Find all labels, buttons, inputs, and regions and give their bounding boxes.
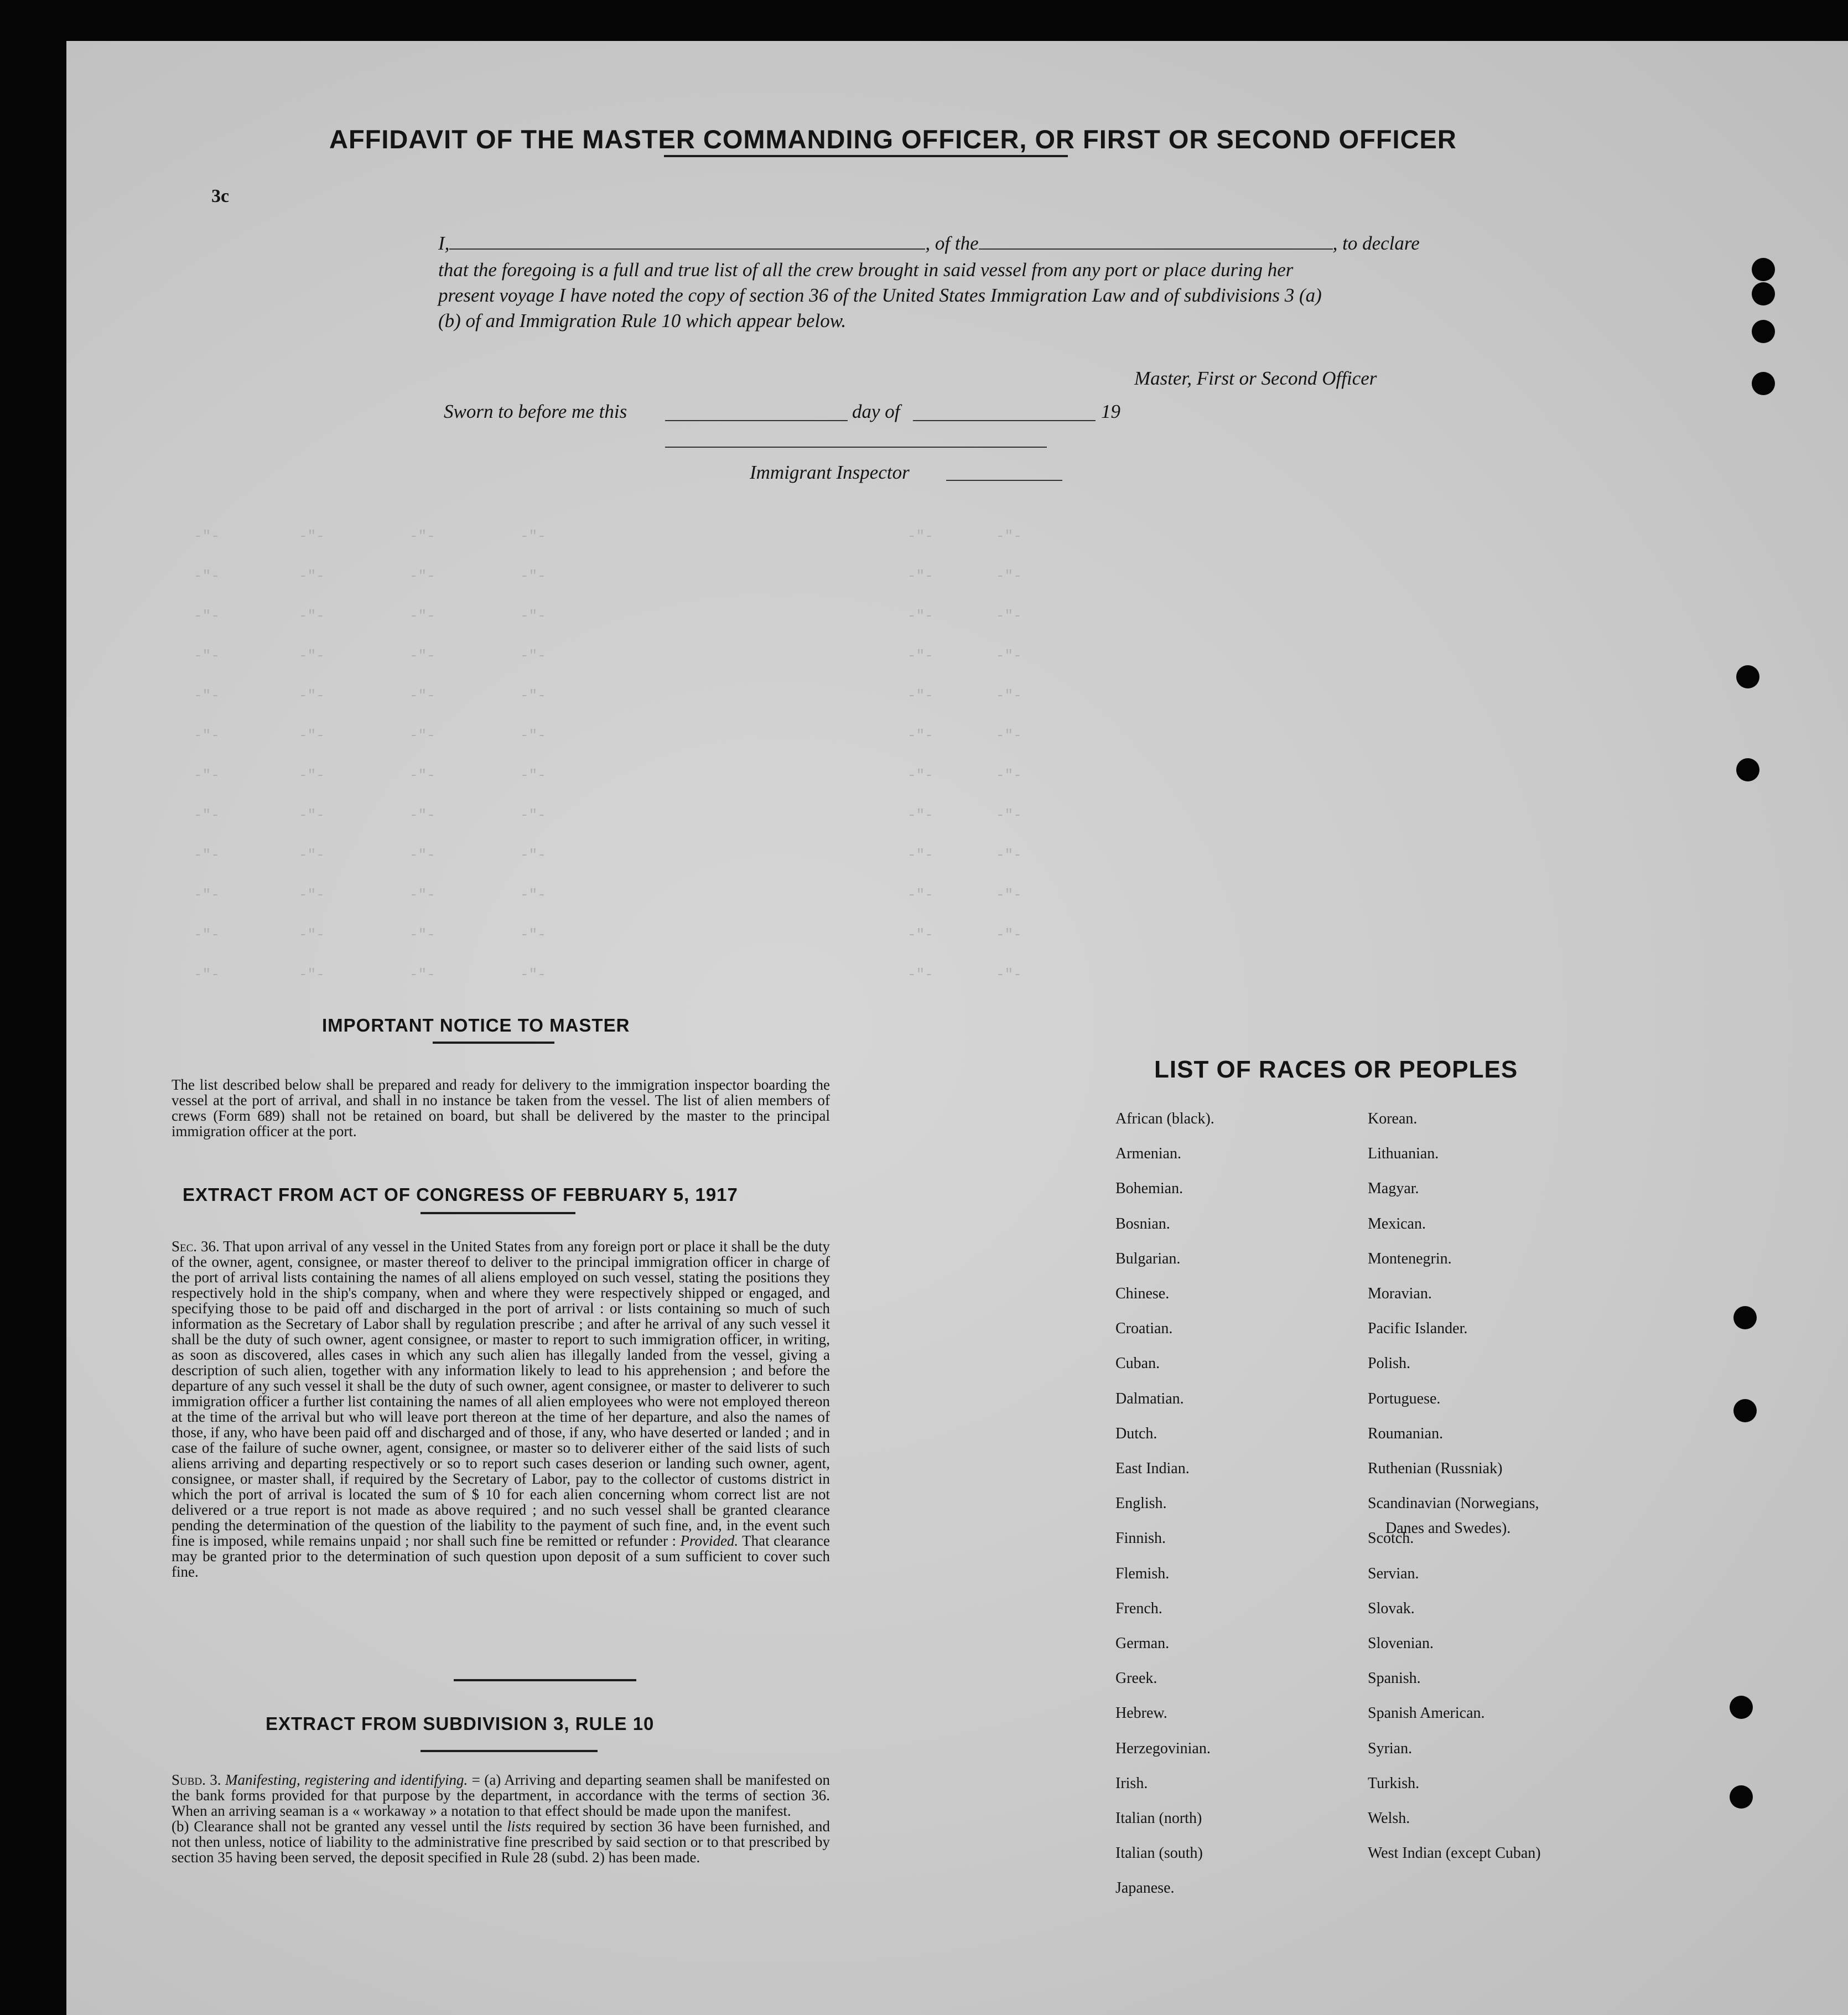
ghost-mark: -″- bbox=[520, 727, 546, 744]
binder-hole bbox=[1736, 665, 1759, 688]
binder-hole bbox=[1733, 1306, 1757, 1329]
race-item: Syrian. bbox=[1368, 1740, 1413, 1757]
race-item: Bulgarian. bbox=[1115, 1250, 1181, 1267]
ghost-mark: -″- bbox=[409, 807, 435, 823]
ghost-mark: -″- bbox=[299, 727, 325, 744]
master-signature-label: Master, First or Second Officer bbox=[1134, 367, 1377, 389]
binder-hole bbox=[1752, 372, 1775, 395]
ghost-mark: -″- bbox=[907, 727, 933, 744]
ghost-mark: -″- bbox=[520, 568, 546, 584]
race-item: Roumanian. bbox=[1368, 1425, 1444, 1442]
ghost-mark: -″- bbox=[996, 847, 1022, 863]
race-item: Irish. bbox=[1115, 1775, 1148, 1792]
races-heading: LIST OF RACES OR PEOPLES bbox=[1154, 1056, 1518, 1083]
ghost-mark: -″- bbox=[194, 887, 220, 903]
ghost-mark: -″- bbox=[194, 767, 220, 784]
ghost-mark: -″- bbox=[520, 807, 546, 823]
ghost-mark: -″- bbox=[299, 608, 325, 624]
rule-subd-label: Subd. 3. bbox=[172, 1771, 221, 1788]
race-item: Spanish American. bbox=[1368, 1705, 1485, 1722]
act-body-end: That clearance may be granted prior to the determination of such question upon deposit of a sum sufficient to cover such fine. bbox=[172, 1532, 830, 1580]
race-item-scandinavian-cont: Danes and Swedes). bbox=[1385, 1520, 1511, 1537]
ghost-mark: -″- bbox=[409, 648, 435, 664]
race-item: Dutch. bbox=[1115, 1425, 1157, 1442]
race-item: Dalmatian. bbox=[1115, 1390, 1184, 1407]
race-item: Welsh. bbox=[1368, 1810, 1410, 1827]
affidavit-i: I, bbox=[438, 232, 450, 254]
act-rule bbox=[421, 1212, 575, 1214]
race-item: Scotch. bbox=[1368, 1530, 1414, 1547]
ghost-mark: -″- bbox=[907, 528, 933, 545]
race-item: Croatian. bbox=[1115, 1320, 1173, 1337]
page-number-mark: 3c bbox=[211, 186, 230, 206]
race-item: Spanish. bbox=[1368, 1670, 1421, 1687]
ghost-mark: -″- bbox=[996, 687, 1022, 704]
binder-hole bbox=[1736, 758, 1759, 781]
document-page bbox=[66, 41, 1848, 2015]
ghost-mark: -″- bbox=[409, 767, 435, 784]
race-item: Pacific Islander. bbox=[1368, 1320, 1468, 1337]
rule-subd-title: Manifesting, registering and identifying. bbox=[225, 1771, 468, 1788]
act-end-rule bbox=[454, 1679, 636, 1681]
ghost-mark: -″- bbox=[996, 608, 1022, 624]
ghost-mark: -″- bbox=[194, 687, 220, 704]
race-item: Italian (north) bbox=[1115, 1810, 1202, 1827]
ghost-mark: -″- bbox=[299, 887, 325, 903]
race-item: Hebrew. bbox=[1115, 1705, 1167, 1722]
ghost-mark: -″- bbox=[907, 687, 933, 704]
race-item: German. bbox=[1115, 1635, 1170, 1652]
affidavit-of-the: , of the bbox=[925, 232, 979, 254]
affidavit-line-4: (b) of and Immigration Rule 10 which appear below. bbox=[438, 310, 847, 331]
race-item: Magyar. bbox=[1368, 1180, 1419, 1197]
ghost-mark: -″- bbox=[907, 966, 933, 983]
race-item: Lithuanian. bbox=[1368, 1145, 1439, 1162]
ghost-mark: -″- bbox=[996, 887, 1022, 903]
notice-rule bbox=[433, 1042, 554, 1044]
ghost-mark: -″- bbox=[299, 687, 325, 704]
ghost-mark: -″- bbox=[996, 648, 1022, 664]
vessel-blank bbox=[979, 248, 1333, 250]
race-item: Servian. bbox=[1368, 1565, 1419, 1582]
rule-para-b-lists: lists bbox=[507, 1818, 531, 1835]
ghost-mark: -″- bbox=[194, 966, 220, 983]
race-item: Slovak. bbox=[1368, 1600, 1415, 1617]
rule-rule bbox=[421, 1750, 598, 1752]
rule-para-b-start: (b) Clearance shall not be granted any vessel until the bbox=[172, 1818, 502, 1835]
ghost-mark: -″- bbox=[907, 568, 933, 584]
ghost-mark: -″- bbox=[194, 648, 220, 664]
ghost-mark: -″- bbox=[194, 568, 220, 584]
race-item: Scandinavian (Norwegians, bbox=[1368, 1495, 1539, 1512]
ghost-mark: -″- bbox=[409, 926, 435, 943]
race-item: Herzegovinian. bbox=[1115, 1740, 1211, 1757]
inspector-blank bbox=[946, 479, 1062, 481]
ghost-mark: -″- bbox=[299, 767, 325, 784]
affidavit-line-2: that the foregoing is a full and true list of all the crew brought in said vessel from any port or place during her bbox=[438, 259, 1294, 281]
binder-hole bbox=[1752, 258, 1775, 281]
ghost-mark: -″- bbox=[520, 767, 546, 784]
ghost-mark: -″- bbox=[409, 847, 435, 863]
ghost-mark: -″- bbox=[409, 568, 435, 584]
race-item: Moravian. bbox=[1368, 1285, 1432, 1302]
race-item: African (black). bbox=[1115, 1110, 1214, 1127]
binder-hole bbox=[1730, 1696, 1753, 1719]
ghost-mark: -″- bbox=[907, 847, 933, 863]
ghost-mark: -″- bbox=[520, 847, 546, 863]
race-item: East Indian. bbox=[1115, 1460, 1190, 1477]
race-item: West Indian (except Cuban) bbox=[1368, 1845, 1541, 1862]
race-item: French. bbox=[1115, 1600, 1162, 1617]
rule-text bbox=[172, 1772, 830, 1865]
race-item: Slovenian. bbox=[1368, 1635, 1434, 1652]
affidavit-to-declare: , to declare bbox=[1332, 232, 1420, 254]
ghost-mark: -″- bbox=[194, 926, 220, 943]
month-blank bbox=[913, 419, 1096, 421]
ghost-mark: -″- bbox=[520, 648, 546, 664]
race-item: Turkish. bbox=[1368, 1775, 1420, 1792]
ghost-mark: -″- bbox=[409, 687, 435, 704]
ghost-mark: -″- bbox=[996, 926, 1022, 943]
ghost-mark: -″- bbox=[194, 727, 220, 744]
ghost-mark: -″- bbox=[996, 727, 1022, 744]
ghost-mark: -″- bbox=[299, 926, 325, 943]
ghost-mark: -″- bbox=[409, 966, 435, 983]
notice-heading: IMPORTANT NOTICE TO MASTER bbox=[322, 1015, 630, 1035]
ghost-mark: -″- bbox=[996, 966, 1022, 983]
affidavit-title: AFFIDAVIT OF THE MASTER COMMANDING OFFICER, OR FIRST OR SECOND OFFICER bbox=[329, 125, 1457, 154]
race-item: Italian (south) bbox=[1115, 1845, 1203, 1862]
ghost-mark: -″- bbox=[907, 648, 933, 664]
ghost-mark: -″- bbox=[907, 807, 933, 823]
act-heading: EXTRACT FROM ACT OF CONGRESS OF FEBRUARY 5, 1917 bbox=[183, 1184, 738, 1205]
rule-para-a: = (a) Arriving and departing seamen shall be manifested on the bank forms provided for that purpose by the department, in accordance with the terms of section 36. When an arriving seaman is a « workaway » a notation to that effect should be made upon the manifest. bbox=[172, 1771, 830, 1819]
ghost-mark: -″- bbox=[299, 966, 325, 983]
race-item: Bohemian. bbox=[1115, 1180, 1183, 1197]
ghost-mark: -″- bbox=[520, 966, 546, 983]
act-provided: Provided. bbox=[680, 1532, 739, 1549]
race-item: Cuban. bbox=[1115, 1355, 1160, 1372]
rule-heading: EXTRACT FROM SUBDIVISION 3, RULE 10 bbox=[266, 1713, 655, 1734]
ghost-mark: -″- bbox=[520, 687, 546, 704]
ghost-mark: -″- bbox=[520, 926, 546, 943]
ghost-mark: -″- bbox=[194, 528, 220, 545]
act-section-label: Sec. 36. bbox=[172, 1238, 220, 1255]
ghost-mark: -″- bbox=[996, 568, 1022, 584]
affidavit-line-1 bbox=[438, 232, 1420, 255]
act-body: That upon arrival of any vessel in the United States from any foreign port or place it shall be the duty of the owner, agent, consignee, or master thereof to deliver to the principal immigration officer in charge of the port of arrival lists containing the names of all aliens employed on such vessel, stating the positions they respectively hold in the ship's company, when and where they were respectively shipped or engaged, and specifying those to be paid off and discharged in the port of arrival : or lists containing so much of such information as the Secretary of Labor shall by regulation prescribe ; and after he arrival of any such vessel it shall be the duty of such owner, agent consignee, or master to report to such immigration officer, in writing, as soon as discovered, alles cases in which any such alien has illegally landed from the vessel, giving a description of such alien, together with any information likely to lead to his apprehension ; and before the departure of any such vessel it shall be the duty of such owner, agent consignee, or master to deliverer to such immigration officer a further list containing the names of all alien employees who were not employed thereon at the time of the arrival but who will leave port thereon at the time of her departure, and also the names of those, if any, who have been paid off and discharged and of those, if any, who have deserted or landed ; and in case of the failure of suche owner, agent, consignee, or master so to deliverer either of the said lists of such aliens arriving and departing respectively or so to report such cases deserion or landing such owner, agent, consignee, or master shall, if required by the Secretary of Labor, pay to the collector of customs district in which the port of arrival is located the sum of $ 10 for each alien concerning whom correct list are not delivered or a true report is not made as above required ; and no such vessel shall be granted clearance pending the determination of the question of the liability to the payment of such fine, and, in the event such fine is imposed, while remains unpaid ; nor shall such fine be remitted or refunder : bbox=[172, 1238, 830, 1549]
ghost-mark: -″- bbox=[299, 528, 325, 545]
ghost-mark: -″- bbox=[194, 807, 220, 823]
ghost-mark: -″- bbox=[907, 608, 933, 624]
ghost-mark: -″- bbox=[520, 608, 546, 624]
name-blank bbox=[449, 248, 925, 250]
ghost-mark: -″- bbox=[194, 608, 220, 624]
inspector-label: Immigrant Inspector bbox=[750, 462, 910, 483]
binder-hole bbox=[1752, 282, 1775, 305]
ghost-mark: -″- bbox=[299, 807, 325, 823]
notice-text: The list described below shall be prepared and ready for delivery to the immigration inspector boarding the vessel at the port of arrival, and shall in no instance be taken from the vessel. The list of alien members of crews (Form 689) shall not be retained on board, but shall be delivered by the master to the principal immigration officer at the port. bbox=[172, 1076, 830, 1139]
race-item: Japanese. bbox=[1115, 1879, 1175, 1897]
binder-hole bbox=[1733, 1399, 1757, 1422]
race-item: Portuguese. bbox=[1368, 1390, 1441, 1407]
rule-para-b-end: required by section 36 have been furnished, and not then unless, notice of liability to the administrative fine prescribed by said section or to that prescribed by section 35 having been served, the deposit specified in Rule 28 (subd. 2) has been made. bbox=[172, 1818, 830, 1866]
act-text bbox=[172, 1239, 830, 1579]
ghost-mark: -″- bbox=[907, 887, 933, 903]
ghost-mark: -″- bbox=[996, 767, 1022, 784]
ghost-mark: -″- bbox=[409, 887, 435, 903]
race-item: Armenian. bbox=[1115, 1145, 1181, 1162]
ghost-mark: -″- bbox=[996, 807, 1022, 823]
race-item: English. bbox=[1115, 1495, 1167, 1512]
signature-blank bbox=[665, 446, 1047, 448]
race-item: Flemish. bbox=[1115, 1565, 1170, 1582]
race-item: Korean. bbox=[1368, 1110, 1418, 1127]
year-prefix: 19 bbox=[1101, 401, 1120, 422]
race-item: Chinese. bbox=[1115, 1285, 1170, 1302]
ghost-mark: -″- bbox=[409, 528, 435, 545]
ghost-mark: -″- bbox=[907, 767, 933, 784]
binder-hole bbox=[1730, 1785, 1753, 1809]
title-underline bbox=[664, 155, 1068, 157]
ghost-mark: -″- bbox=[299, 847, 325, 863]
ghost-mark: -″- bbox=[409, 727, 435, 744]
race-item: Montenegrin. bbox=[1368, 1250, 1452, 1267]
ghost-mark: -″- bbox=[520, 887, 546, 903]
race-item: Greek. bbox=[1115, 1670, 1157, 1687]
ghost-mark: -″- bbox=[299, 568, 325, 584]
affidavit-line-3: present voyage I have noted the copy of section 36 of the United States Immigration Law and of subdivisions 3 (a) bbox=[438, 284, 1322, 306]
ghost-mark: -″- bbox=[409, 608, 435, 624]
day-of-label: day of bbox=[852, 401, 900, 422]
binder-hole bbox=[1752, 320, 1775, 343]
race-item: Finnish. bbox=[1115, 1530, 1166, 1547]
ghost-mark: -″- bbox=[299, 648, 325, 664]
sworn-label: Sworn to before me this bbox=[444, 401, 627, 422]
ghost-mark: -″- bbox=[520, 528, 546, 545]
race-item: Bosnian. bbox=[1115, 1215, 1170, 1232]
ghost-mark: -″- bbox=[907, 926, 933, 943]
race-item: Ruthenian (Russniak) bbox=[1368, 1460, 1503, 1477]
race-item: Mexican. bbox=[1368, 1215, 1426, 1232]
ghost-mark: -″- bbox=[996, 528, 1022, 545]
sworn-day-blank bbox=[665, 419, 848, 421]
race-item: Polish. bbox=[1368, 1355, 1411, 1372]
ghost-mark: -″- bbox=[194, 847, 220, 863]
